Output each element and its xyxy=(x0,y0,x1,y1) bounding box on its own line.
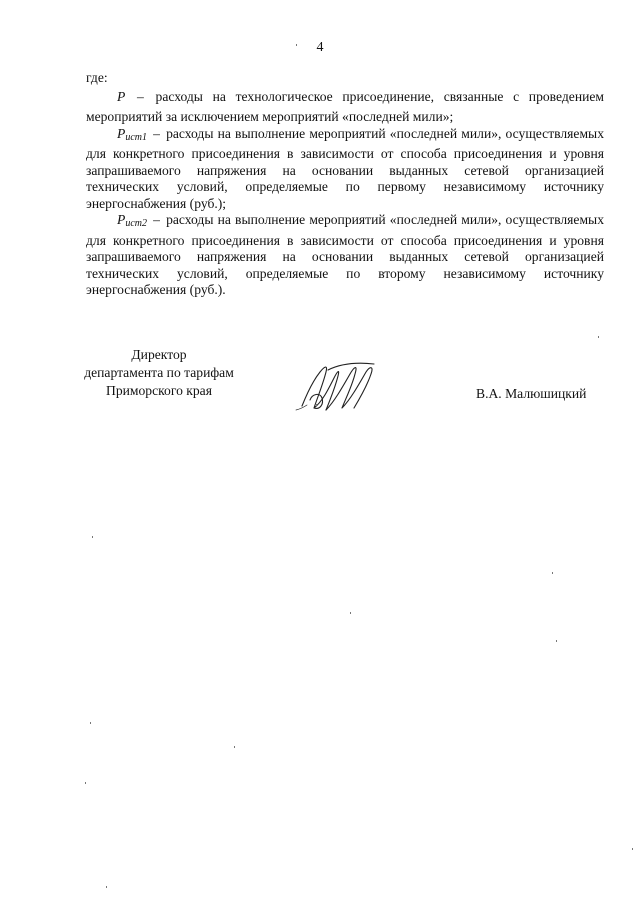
symbol: P xyxy=(117,88,126,104)
definition-dash: – xyxy=(153,212,160,227)
definition-text: расходы на выполнение мероприятий «последней мили», осуществляемых для конкретного присоединения в зависимости от способа присоединения и уровня запрашиваемого напряжения на основании выданных сетевой организацией технических условий, определяемые по второму независимому источнику энергоснабжения (руб.). xyxy=(86,212,604,297)
handwritten-signature xyxy=(292,352,388,424)
signee-name: В.А. Малюшицкий xyxy=(476,386,587,401)
document-body xyxy=(86,70,604,299)
symbol: P xyxy=(117,125,126,141)
definition-p-ist1 xyxy=(86,126,604,213)
definition-p xyxy=(86,89,604,126)
position-line: департамента по тарифам xyxy=(84,365,234,380)
intro-text: где: xyxy=(86,70,108,85)
definition-text: расходы на технологическое присоединение, связанные с проведением мероприятий за исключением мероприятий «последней мили»; xyxy=(86,88,605,124)
symbol: P xyxy=(117,212,126,227)
definition-text: расходы на выполнение мероприятий «последней мили», осуществляемых для конкретного присоединения в зависимости от способа присоединения и уровня запрашиваемого напряжения на основании выданных сетевой организацией технических условий, определяемые по первому независимому источнику энергоснабжения (руб.); xyxy=(86,125,604,211)
position-line: Приморского края xyxy=(106,383,212,398)
definition-dash: – xyxy=(137,88,144,104)
definition-dash: – xyxy=(153,125,160,141)
symbol-subscript: ист2 xyxy=(125,218,147,229)
signer-position xyxy=(64,346,254,400)
symbol-subscript: ист1 xyxy=(125,131,147,143)
definition-p-ist2 xyxy=(86,212,604,299)
position-line: Директор xyxy=(131,347,187,362)
page-number: 4 xyxy=(316,40,324,55)
